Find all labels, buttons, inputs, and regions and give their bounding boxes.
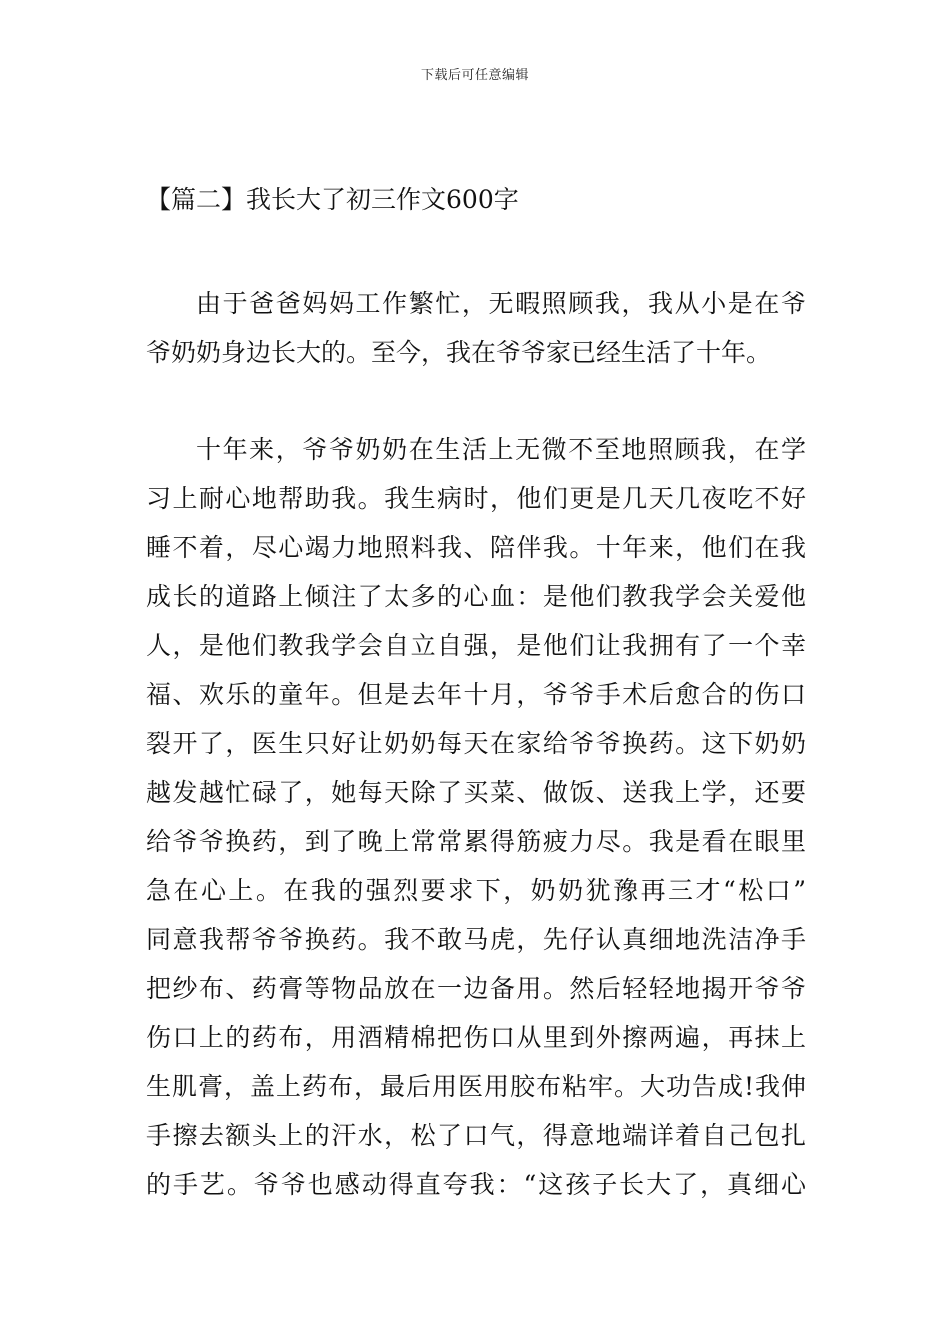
page-header: 下载后可任意编辑 <box>420 68 529 83</box>
paragraph-2 <box>146 425 806 1209</box>
paragraph-line: 同意我帮爷爷换药。我不敢马虎，先仔认真细地洗洁净手 <box>146 925 806 954</box>
document-title: 【篇二】我长大了初三作文600字 <box>146 185 519 214</box>
paragraph-line: 伤口上的药布，用酒精棉把伤口从里到外擦两遍，再抹上 <box>146 1023 806 1052</box>
paragraph-1 <box>146 279 806 377</box>
paragraph-line: 习上耐心地帮助我。我生病时，他们更是几天几夜吃不好 <box>146 484 806 513</box>
paragraph-line: 裂开了，医生只好让奶奶每天在家给爷爷换药。这下奶奶 <box>146 729 806 758</box>
paragraph-line: 给爷爷换药，到了晚上常常累得筋疲力尽。我是看在眼里 <box>146 827 806 856</box>
paragraph-line: 的手艺。爷爷也感动得直夸我：“这孩子长大了，真细心 <box>146 1170 806 1199</box>
paragraph-line: 急在心上。在我的强烈要求下，奶奶犹豫再三才“松口” <box>146 876 806 905</box>
paragraph-line: 人，是他们教我学会自立自强，是他们让我拥有了一个幸 <box>146 631 806 660</box>
paragraph-line: 把纱布、药膏等物品放在一边备用。然后轻轻地揭开爷爷 <box>146 974 806 1003</box>
paragraph-line: 睡不着，尽心竭力地照料我、陪伴我。十年来，他们在我 <box>146 533 806 562</box>
paragraph-line: 爷奶奶身边长大的。至今，我在爷爷家已经生活了十年。 <box>146 338 772 367</box>
paragraph-line: 成长的道路上倾注了太多的心血：是他们教我学会关爱他 <box>146 582 806 611</box>
paragraph-line: 手擦去额头上的汗水，松了口气，得意地端详着自己包扎 <box>146 1121 806 1150</box>
paragraph-line: 福、欢乐的童年。但是去年十月，爷爷手术后愈合的伤口 <box>146 680 806 709</box>
paragraph-line: 由于爸爸妈妈工作繁忙，无暇照顾我，我从小是在爷 <box>196 289 806 318</box>
paragraph-line: 生肌膏，盖上药布，最后用医用胶布粘牢。大功告成!我伸 <box>146 1072 806 1101</box>
paragraph-line: 越发越忙碌了，她每天除了买菜、做饭、送我上学，还要 <box>146 778 806 807</box>
paragraph-line: 十年来，爷爷奶奶在生活上无微不至地照顾我，在学 <box>196 435 806 464</box>
